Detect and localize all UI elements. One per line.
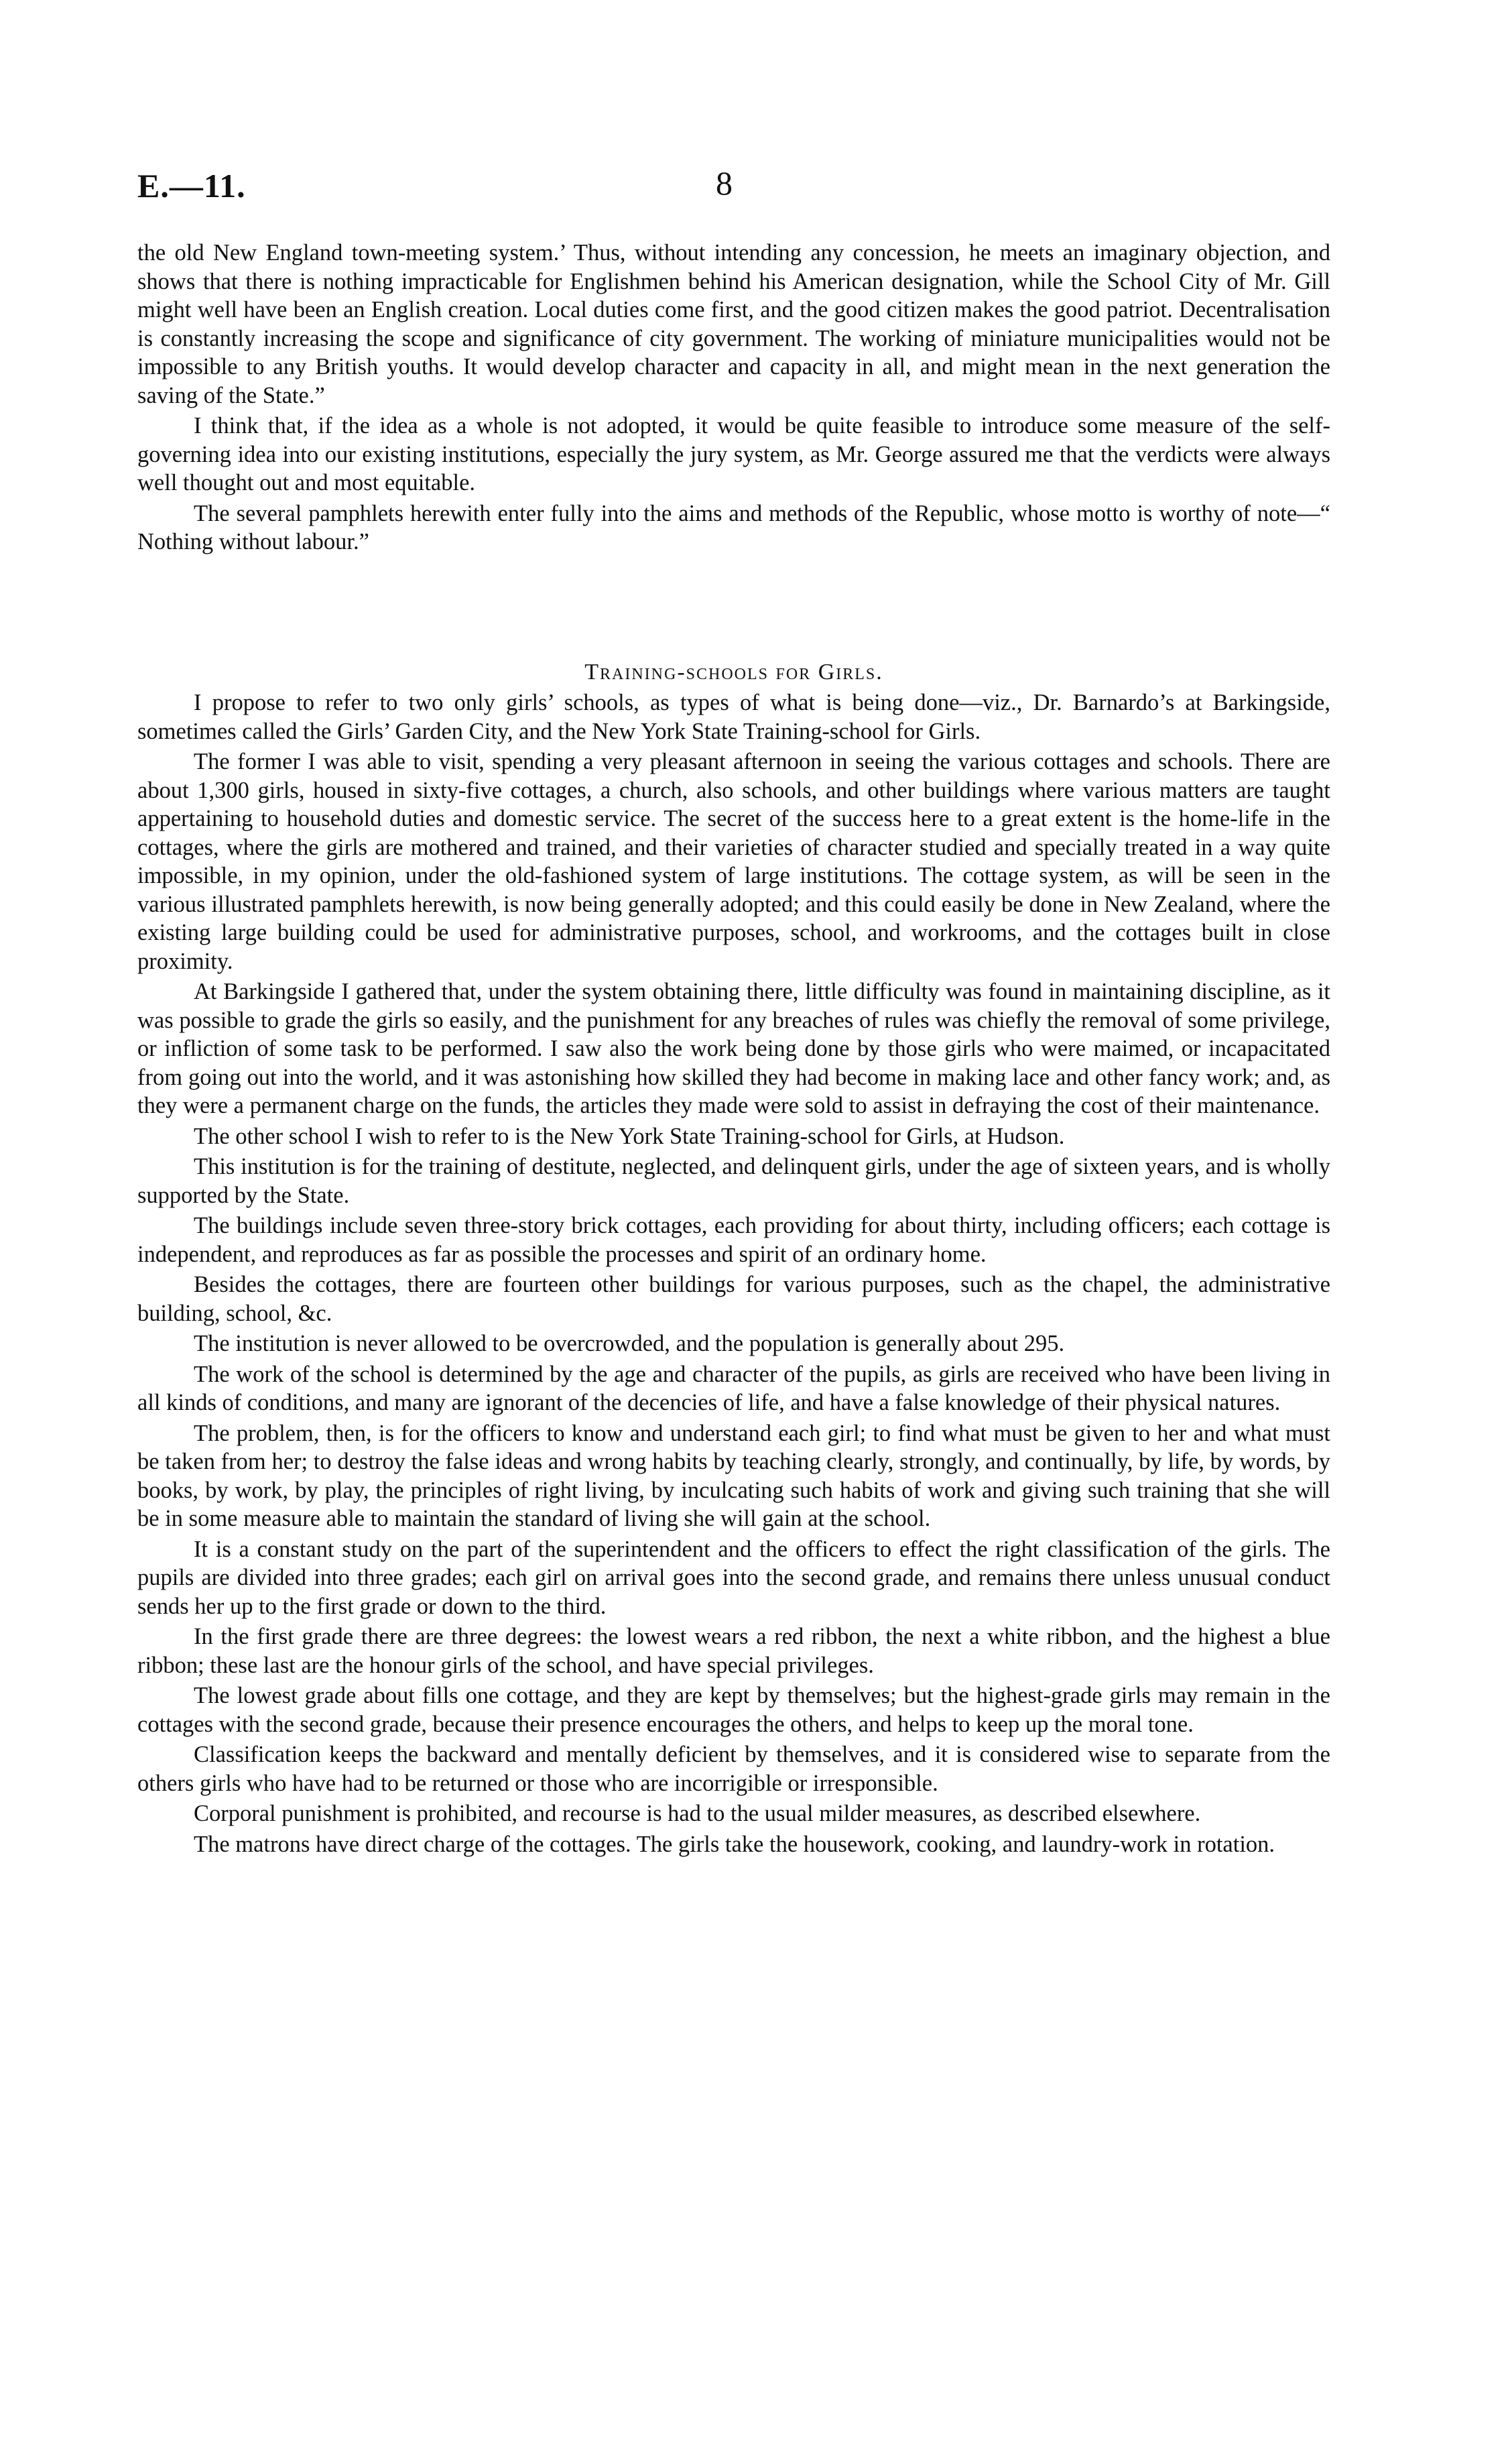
page-number: 8: [716, 164, 733, 202]
paragraph: I propose to refer to two only girls’ schools, as types of what is being done—viz., Dr. Barnardo’s at Barkingside, sometimes called the Girls’ Garden City, and the New York State Training-school for Girls.: [137, 690, 1330, 744]
paragraph: The other school I wish to refer to is the New York State Training-school for Girls, at Hudson.: [194, 1123, 1065, 1149]
paragraph: At Barkingside I gathered that, under the system obtaining there, little difficulty was found in maintaining discipline, as it was possible to grade the girls so easily, and the punishment for any breaches of rules was chiefly the removal of some privilege, or infliction of some task to be performed. I saw also the work being done by those girls who were maimed, or incapacitated from going out into the world, and it was astonishing how skilled they had become in making lace and other fancy work; and, as they were a permanent charge on the funds, the articles they made were sold to assist in defraying the cost of their maintenance.: [137, 979, 1330, 1118]
section-heading: Training-schools for Girls.: [584, 659, 883, 685]
paragraph-continued: the old New England town-meeting system.’ Thus, without intending any concession, he meets an imaginary objection, and shows that there is nothing impracticable for Englishmen behind his American designation, while the School City of Mr. Gill might well have been an English creation. Local duties come first, and the good citizen makes the good patriot. Decentralisation is constantly increasing the scope and significance of city government. The working of miniature municipalities would not be impossible to any British youths. It would develop character and capacity in all, and might mean in the next generation the saving of the State.”: [137, 240, 1330, 408]
body-text: [137, 239, 1330, 1858]
paragraph: The work of the school is determined by the age and character of the pupils, as girls are received who have been living in all kinds of conditions, and many are ignorant of the decencies of life, and have a false knowledge of their physical natures.: [137, 1361, 1330, 1415]
paragraph: Corporal punishment is prohibited, and recourse is had to the usual milder measures, as described elsewhere.: [194, 1801, 1201, 1826]
paragraph: The former I was able to visit, spending a very pleasant afternoon in seeing the various cottages and schools. There are about 1,300 girls, housed in sixty-five cottages, a church, also schools, and other buildings where various matters are taught appertaining to household duties and domestic service. The secret of the success here to a great extent is the home-life in the cottages, where the girls are mothered and trained, and their varieties of character studied and specially treated in a way quite impossible, in my opinion, under the old-fashioned system of large institutions. The cottage system, as will be seen in the various illustrated pamphlets herewith, is now being generally adopted; and this could easily be done in New Zealand, where the existing large building could be used for administrative purposes, school, and workrooms, and the cottages built in close proximity.: [137, 749, 1330, 974]
paragraph: I think that, if the idea as a whole is not adopted, it would be quite feasible to introduce some measure of the self-governing idea into our existing institutions, especially the jury system, as Mr. George assured me that the verdicts were always well thought out and most equitable.: [137, 413, 1330, 495]
paragraph: Besides the cottages, there are fourteen other buildings for various purposes, such as the chapel, the administrative building, school, &c.: [137, 1272, 1330, 1326]
paragraph: The institution is never allowed to be overcrowded, and the population is generally about 295.: [194, 1331, 1065, 1356]
paragraph: In the first grade there are three degrees: the lowest wears a red ribbon, the next a white ribbon, and the highest a blue ribbon; these last are the honour girls of the school, and have special privileges.: [137, 1624, 1330, 1678]
paragraph: Classification keeps the backward and mentally deficient by themselves, and it is considered wise to separate from the others girls who have had to be returned or those who are incorrigible or irresponsible.: [137, 1742, 1330, 1796]
document-reference: E.—11.: [137, 167, 246, 204]
paragraph: This institution is for the training of destitute, neglected, and delinquent girls, under the age of sixteen years, and is wholly supported by the State.: [137, 1154, 1330, 1208]
paragraph: The matrons have direct charge of the cottages. The girls take the housework, cooking, and laundry-work in rotation.: [194, 1831, 1275, 1857]
paragraph: The several pamphlets herewith enter fully into the aims and methods of the Republic, whose motto is worthy of note—“ Nothing without labour.”: [137, 500, 1330, 554]
paragraph: The lowest grade about fills one cottage, and they are kept by themselves; but the highest-grade girls may remain in the cottages with the second grade, because their presence encourages the others, and helps to keep up the moral tone.: [137, 1683, 1330, 1737]
paragraph: It is a constant study on the part of the superintendent and the officers to effect the right classification of the girls. The pupils are divided into three grades; each girl on arrival goes into the second grade, and remains there unless unusual conduct sends her up to the first grade or down to the third.: [137, 1536, 1330, 1619]
paragraph: The problem, then, is for the officers to know and understand each girl; to find what must be given to her and what must be taken from her; to destroy the false ideas and wrong habits by teaching clearly, strongly, and continually, by life, by words, by books, by work, by play, the principles of right living, by inculcating such habits of work and giving such training that she will be in some measure able to maintain the standard of living she will gain at the school.: [137, 1420, 1330, 1531]
paragraph: The buildings include seven three-story brick cottages, each providing for about thirty, including officers; each cottage is independent, and reproduces as far as possible the processes and spirit of an ordinary home.: [137, 1213, 1330, 1267]
page-header: [137, 166, 1330, 213]
